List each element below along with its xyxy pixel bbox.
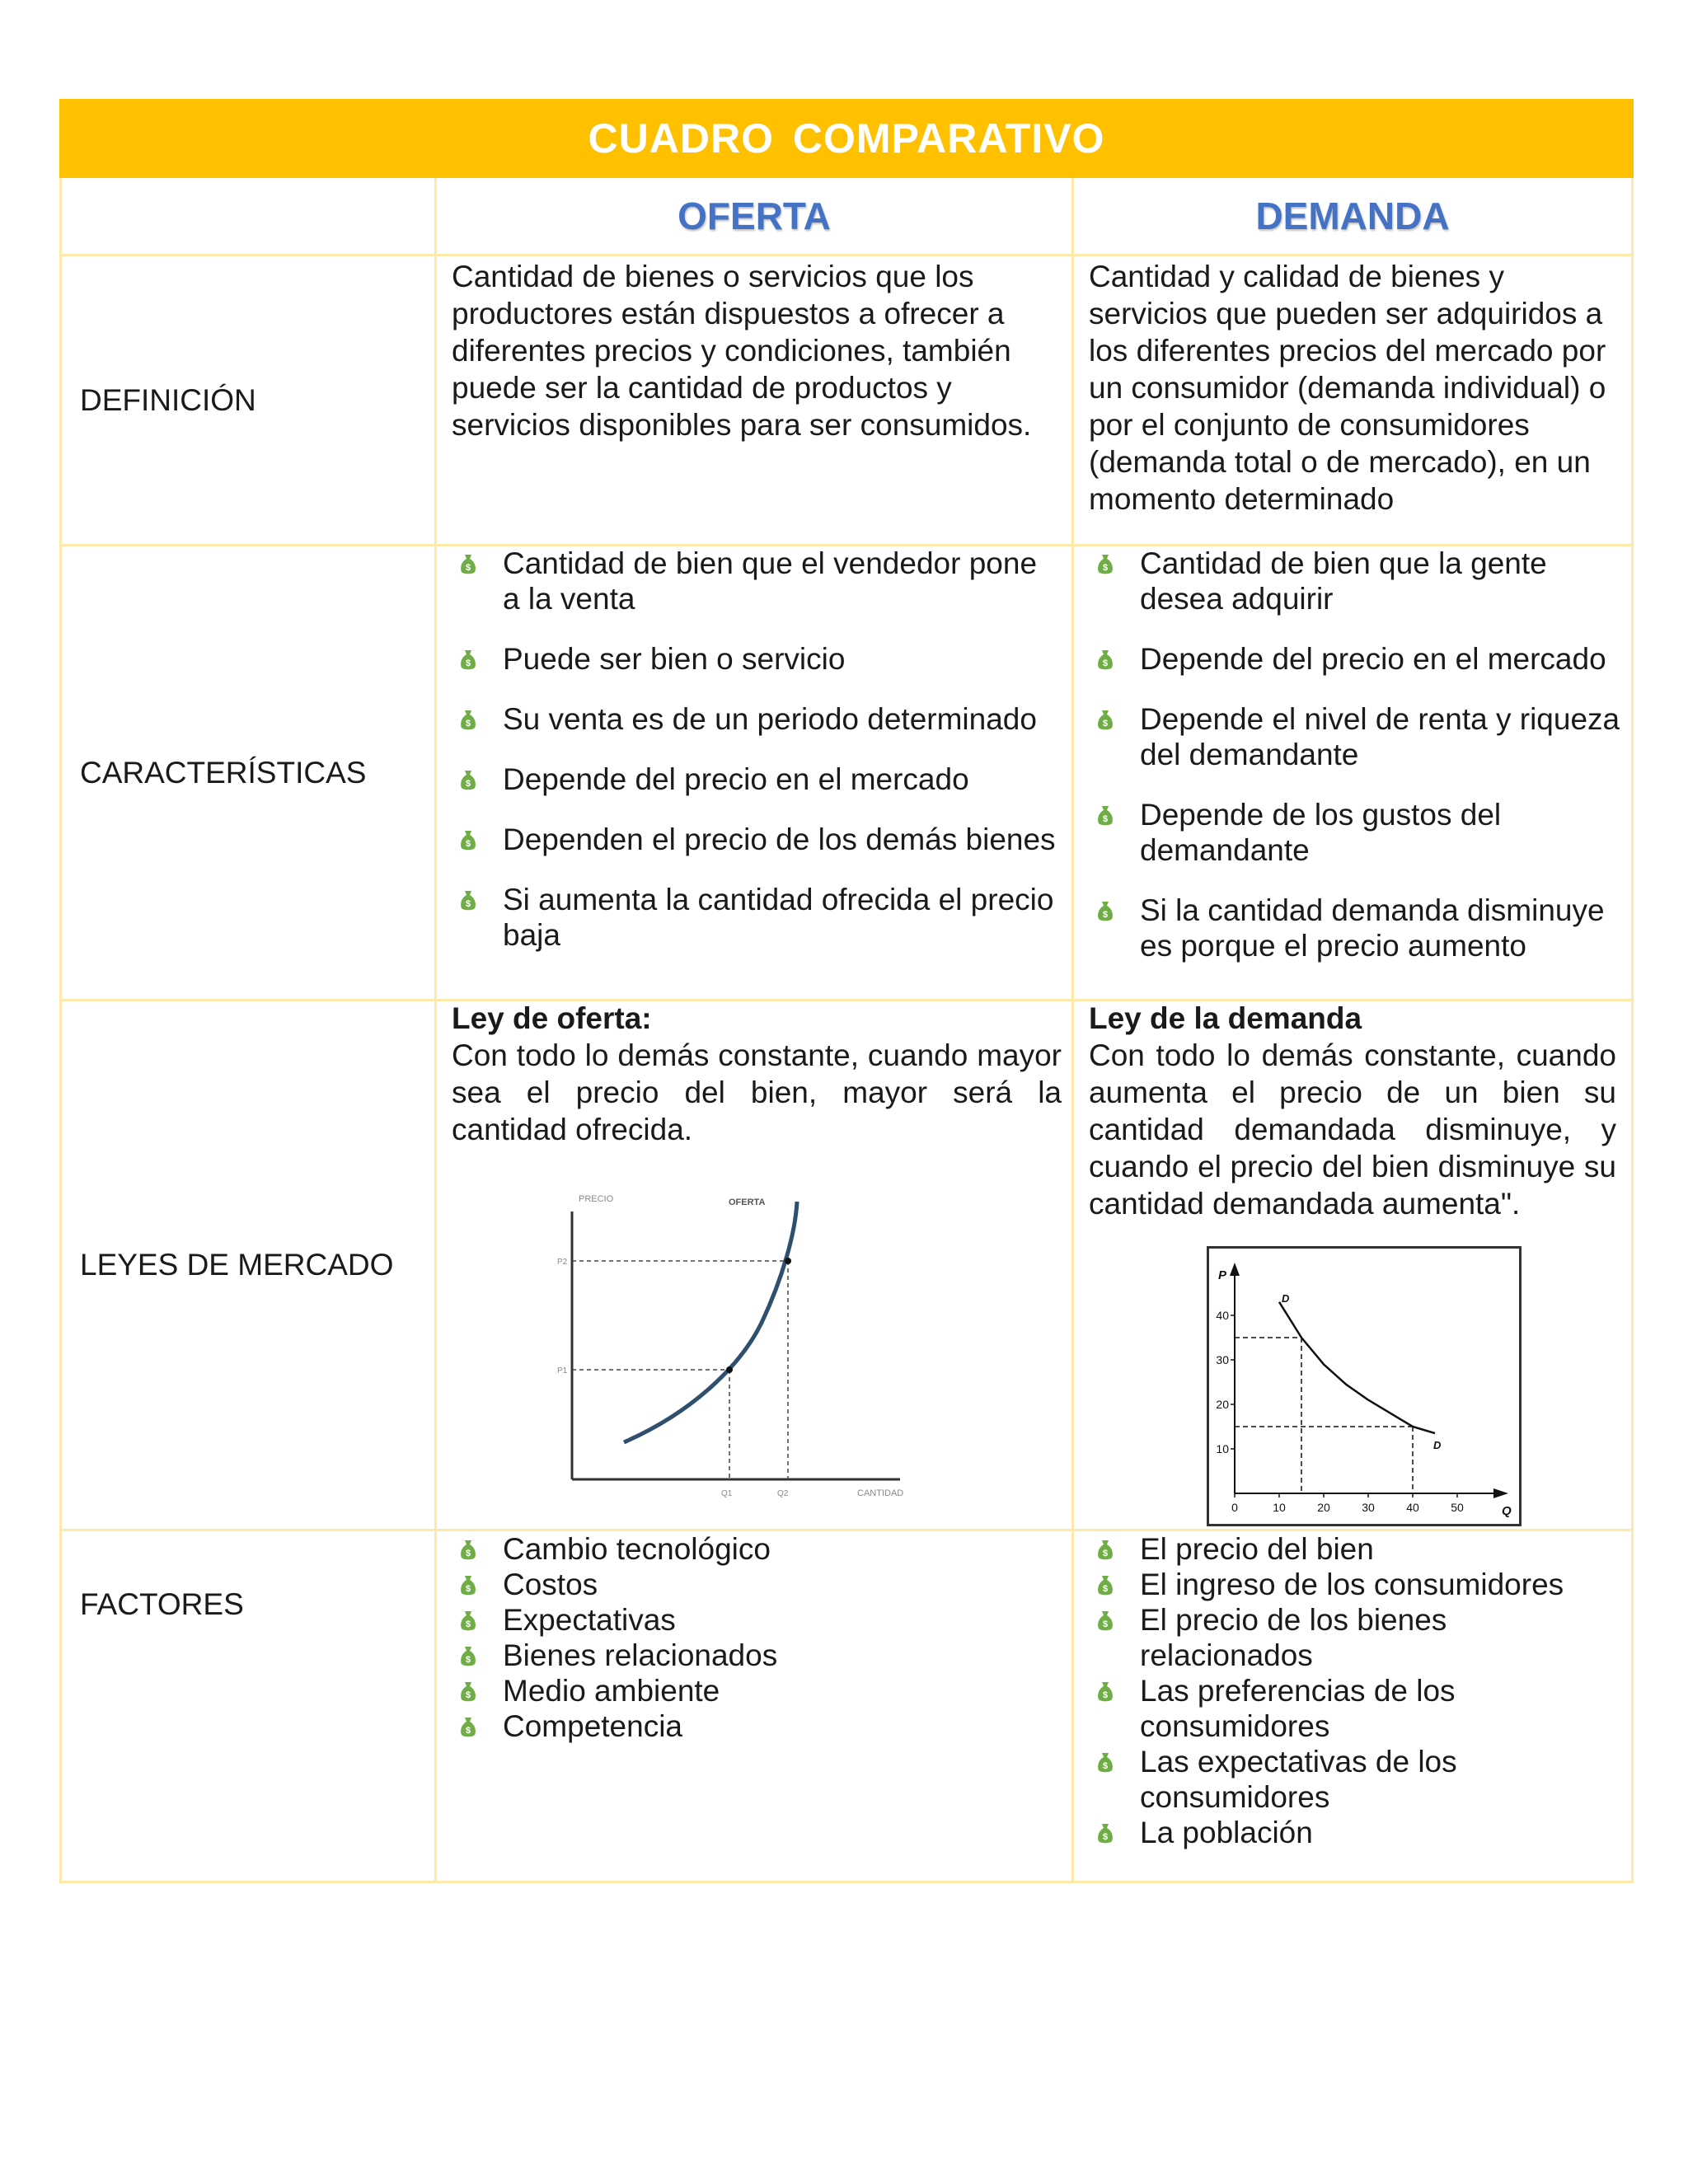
money-bag-icon [1095, 1609, 1115, 1632]
money-bag-icon [458, 1538, 478, 1561]
list-item [1089, 1531, 1600, 1567]
y-axis-label: P [1218, 1268, 1227, 1282]
list-item-text: El ingreso de los consumidores [1140, 1568, 1564, 1601]
money-bag-icon [1095, 899, 1115, 922]
list-item [1089, 1602, 1600, 1673]
ley-oferta-text: Con todo lo demás constante, cuando mayor sea el precio del bien, mayor será la cantidad ofrecida. [452, 1038, 1062, 1146]
x-tick-label: Q2 [777, 1489, 789, 1498]
grid-line [434, 178, 437, 1883]
list-item-text: Depende del precio en el mercado [1140, 642, 1606, 676]
grid-line [59, 1881, 1634, 1883]
list-item [452, 1567, 1062, 1602]
list-item-text: Cantidad de bien que la gente desea adquirir [1140, 546, 1547, 616]
ley-demanda-heading: Ley de la demanda [1089, 1001, 1362, 1035]
list-item-text: Si la cantidad demanda disminuye es porque el precio aumento [1140, 893, 1605, 963]
x-tick-label: Q1 [721, 1489, 733, 1498]
y-tick-label: 30 [1216, 1353, 1229, 1366]
money-bag-icon [1095, 1680, 1115, 1703]
grid-line [1631, 178, 1634, 1883]
money-bag-icon [458, 768, 478, 791]
list-item [452, 1708, 1062, 1744]
demand-chart-svg [1207, 1246, 1522, 1526]
money-bag-icon [1095, 804, 1115, 827]
list-item [1089, 546, 1625, 616]
list-item-text: Competencia [503, 1709, 683, 1743]
money-bag-icon [1095, 648, 1115, 671]
factores-demanda-list [1089, 1531, 1600, 1850]
y-tick-label: P1 [557, 1366, 568, 1376]
supply-chart-svg [521, 1187, 933, 1525]
list-item-text: El precio de los bienes relacionados [1140, 1603, 1447, 1672]
x-tick-label: 10 [1273, 1501, 1286, 1514]
list-item [1089, 701, 1625, 772]
list-item-text: Puede ser bien o servicio [503, 642, 846, 676]
list-item-text: Cantidad de bien que el vendedor pone a la venta [503, 546, 1038, 616]
column-header-oferta: OFERTA [678, 194, 831, 237]
list-item-text: Su venta es de un periodo determinado [503, 702, 1037, 736]
money-bag-icon [458, 1573, 478, 1596]
comparison-table [59, 99, 1634, 1883]
list-item [452, 822, 1062, 857]
money-bag-icon [1095, 708, 1115, 731]
x-axis-label: Q [1502, 1504, 1512, 1518]
x-tick-label: 30 [1362, 1501, 1375, 1514]
chart-frame [1208, 1248, 1521, 1526]
list-item-text: Las preferencias de los consumidores [1140, 1674, 1456, 1743]
row-label-caracteristicas: CARACTERÍSTICAS [80, 755, 367, 790]
definicion-demanda: Cantidad y calidad de bienes y servicios que pueden ser adquiridos a los diferentes precios del mercado por un consumidor (demanda individual) o por el conjunto de consumidores (demanda total o de mercado), en un momento determinado [1089, 260, 1606, 516]
row-label-definicion: DEFINICIÓN [80, 382, 256, 417]
list-item [452, 1638, 1062, 1673]
list-item-text: Bienes relacionados [503, 1638, 778, 1672]
list-item-text: Depende del precio en el mercado [503, 762, 969, 796]
row-label-leyes: LEYES DE MERCADO [80, 1248, 394, 1282]
y-tick-label: 20 [1216, 1398, 1229, 1411]
page-title: CUADRO COMPARATIVO [588, 115, 1105, 162]
money-bag-icon [458, 1644, 478, 1667]
list-item [452, 701, 1062, 737]
ley-demanda-text: Con todo lo demás constante, cuando aumenta el precio de un bien su cantidad demandada disminuye, y cuando el precio del bien disminuye su cantidad demandada aumenta". [1089, 1038, 1616, 1221]
curve-label: D [1433, 1439, 1442, 1451]
supply-curve [624, 1202, 797, 1442]
money-bag-icon [1095, 1538, 1115, 1561]
list-item [452, 546, 1062, 616]
equilibrium-point [785, 1258, 791, 1264]
list-item-text: Costos [503, 1568, 598, 1601]
list-item [1089, 1744, 1600, 1815]
list-item [452, 762, 1062, 797]
y-tick-label: P2 [557, 1258, 568, 1267]
list-item-text: Si aumenta la cantidad ofrecida el precio baja [503, 883, 1054, 952]
ley-oferta-heading: Ley de oferta: [452, 1001, 652, 1035]
demand-chart [1207, 1246, 1522, 1526]
ley-oferta-block [452, 1000, 1062, 1148]
money-bag-icon [458, 1609, 478, 1632]
money-bag-icon [1095, 1573, 1115, 1596]
list-item [452, 1673, 1062, 1708]
list-item [1089, 893, 1625, 963]
y-axis-label: PRECIO [579, 1194, 614, 1204]
money-bag-icon [458, 552, 478, 575]
list-item [452, 641, 1062, 677]
y-tick-label: 40 [1216, 1309, 1229, 1322]
caracteristicas-demanda-list [1089, 546, 1625, 963]
money-bag-icon [458, 648, 478, 671]
list-item [1089, 641, 1625, 677]
curve-label: D [1282, 1292, 1290, 1305]
money-bag-icon [458, 888, 478, 912]
x-axis-label: CANTIDAD [857, 1488, 904, 1498]
money-bag-icon [458, 1715, 478, 1738]
ley-demanda-block [1089, 1000, 1616, 1222]
money-bag-icon [458, 1680, 478, 1703]
row-label-factores: FACTORES [80, 1587, 244, 1621]
list-item-text: Depende de los gustos del demandante [1140, 798, 1502, 867]
list-item [1089, 1815, 1600, 1850]
list-item [452, 882, 1062, 953]
money-bag-icon [1095, 1821, 1115, 1844]
money-bag-icon [458, 708, 478, 731]
factores-oferta-list [452, 1531, 1062, 1744]
list-item [1089, 1567, 1600, 1602]
x-tick-label: 50 [1451, 1501, 1464, 1514]
equilibrium-point [726, 1366, 733, 1373]
list-item-text: Cambio tecnológico [503, 1532, 771, 1566]
definicion-oferta: Cantidad de bienes o servicios que los productores están dispuestos a ofrecer a diferentes precios y condiciones, también puede ser la cantidad de productos y servicios disponibles para ser consumidos. [452, 260, 1032, 442]
list-item-text: Medio ambiente [503, 1674, 720, 1708]
list-item-text: Expectativas [503, 1603, 676, 1637]
y-tick-label: 10 [1216, 1442, 1229, 1455]
series-label: OFERTA [729, 1197, 766, 1207]
list-item-text: Depende el nivel de renta y riqueza del demandante [1140, 702, 1620, 771]
title-bar [59, 99, 1634, 178]
column-header-demanda: DEMANDA [1255, 194, 1450, 237]
list-item [1089, 1673, 1600, 1744]
money-bag-icon [458, 828, 478, 851]
caracteristicas-oferta-list [452, 546, 1062, 953]
x-tick-label: 20 [1317, 1501, 1330, 1514]
money-bag-icon [1095, 552, 1115, 575]
money-bag-icon [1095, 1750, 1115, 1774]
list-item [452, 1602, 1062, 1638]
list-item [452, 1531, 1062, 1567]
list-item-text: El precio del bien [1140, 1532, 1374, 1566]
grid-line [1071, 178, 1074, 1883]
list-item-text: Las expectativas de los consumidores [1140, 1745, 1457, 1814]
list-item [1089, 797, 1625, 868]
x-tick-label: 40 [1406, 1501, 1419, 1514]
supply-chart [521, 1187, 933, 1525]
x-tick-label: 0 [1231, 1501, 1238, 1514]
list-item-text: Dependen el precio de los demás bienes [503, 823, 1056, 856]
list-item-text: La población [1140, 1816, 1313, 1849]
